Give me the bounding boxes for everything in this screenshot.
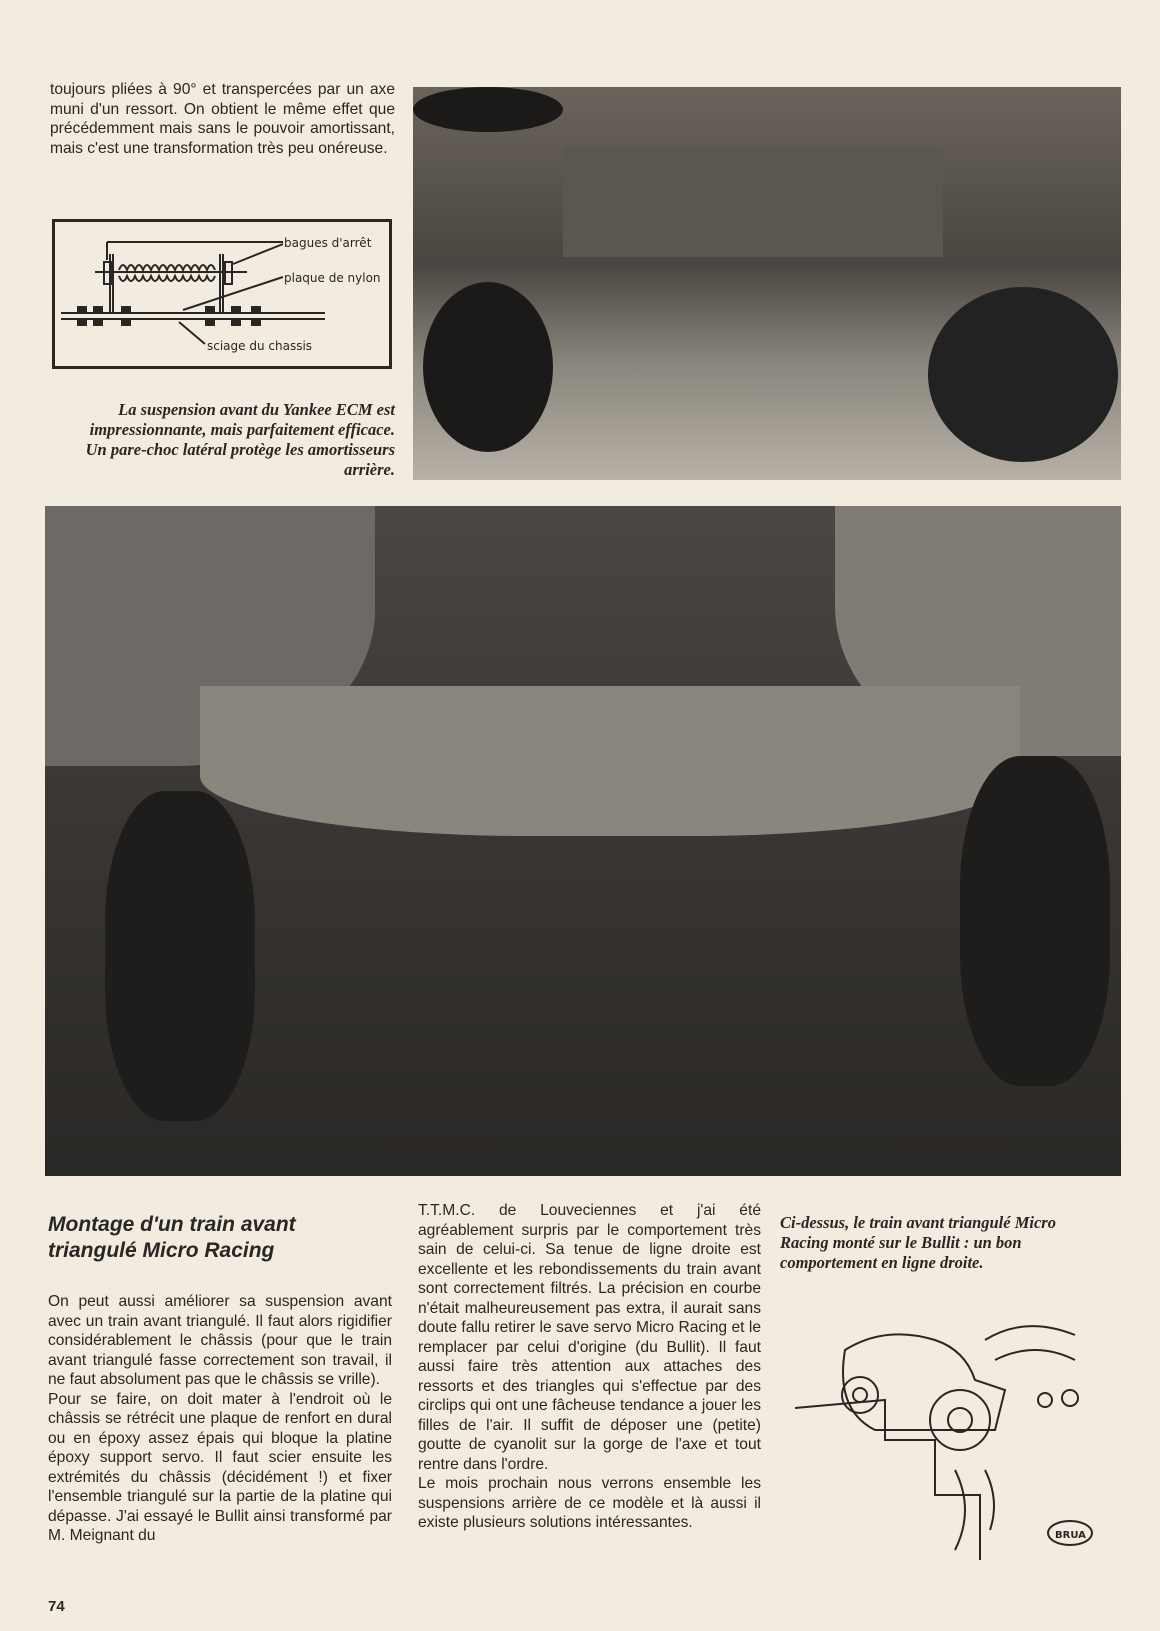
photo-wheel-left bbox=[105, 791, 255, 1121]
photo-yankee-ecm-suspension bbox=[413, 87, 1121, 480]
cartoon-signature: BRUA bbox=[1055, 1530, 1086, 1541]
diagram-label-sciage: sciage du chassis bbox=[207, 339, 313, 353]
photo-wheel-right bbox=[960, 756, 1110, 1086]
photo-chassis bbox=[563, 147, 943, 257]
article-column-2 bbox=[418, 1201, 761, 1533]
article-column-1 bbox=[48, 1292, 392, 1546]
heading-line-1: Montage d'un train avant bbox=[48, 1213, 296, 1236]
paragraph: On peut aussi améliorer sa suspension avant avec un train avant triangulé. Il faut alors rigidifier considérablement le châssis (pour que le train avant triangulé fasse correctement son travail, il ne faut absolument pas que le châssis se vrille). bbox=[48, 1293, 392, 1388]
section-heading bbox=[48, 1212, 388, 1264]
photo-wheel-top bbox=[413, 87, 563, 132]
page-number: 74 bbox=[48, 1598, 65, 1615]
photo-chassis-plate bbox=[200, 686, 1020, 836]
photo-wheel-right bbox=[928, 287, 1118, 462]
photo-wheel-left bbox=[423, 282, 553, 452]
suspension-diagram bbox=[52, 219, 392, 369]
photo-micro-racing-front-train bbox=[45, 506, 1121, 1176]
diagram-label-bagues: bagues d'arrêt bbox=[284, 236, 372, 250]
cartoon-illustration bbox=[785, 1320, 1115, 1560]
paragraph: T.T.M.C. de Louveciennes et j'ai été agréablement surpris par le comportement très sain de celui-ci. Sa tenue de ligne droite est excellente et les rebondissements du train avant sont correctement filtrés. La précision en courbe n'était malheureusement pas extra, il aurait sans doute fallu retirer le save servo Micro Racing et le remplacer par celui d'origine (du Bullit). Il faut aussi faire très attention aux attaches des ressorts et des triangles qui s'effectue par des circlips qui ont une fâcheuse tendance a jouer les filles de l'air. Il suffit de déposer une (petite) goutte de cyanolit sur la gorge de l'axe et tout rentre dans l'ordre. bbox=[418, 1202, 761, 1473]
diagram-drawing bbox=[55, 222, 389, 366]
intro-paragraph bbox=[50, 80, 395, 158]
paragraph: Le mois prochain nous verrons ensemble les suspensions arrière de ce modèle et là aussi il existe plusieurs solutions intéressantes. bbox=[418, 1475, 761, 1531]
intro-text: toujours pliées à 90° et transpercées par un axe muni d'un ressort. On obtient le même effet que précédemment mais sans le pouvoir amortissant, mais c'est une transformation très peu onéreuse. bbox=[50, 81, 395, 157]
paragraph: Pour se faire, on doit mater à l'endroit où le châssis se rétrécit une plaque de renfort en dural ou en époxy assez épais qui bloque la platine époxy support servo. Il faut scier ensuite les extrémités du châssis (décidément !) et fixer l'ensemble triangulé sur la partie de la platine qui dépasse. J'ai essayé le Bullit ainsi transformé par M. Meignant du bbox=[48, 1390, 392, 1544]
diagram-label-plaque: plaque de nylon bbox=[284, 271, 381, 285]
caption-right: Ci-dessus, le train avant triangulé Micro Racing monté sur le Bullit : un bon comportement en ligne droite. bbox=[780, 1213, 1056, 1272]
cartoon-car-drawing bbox=[785, 1320, 1115, 1560]
caption-top: La suspension avant du Yankee ECM est impressionnante, mais parfaitement efficace. Un pare-choc latéral protège les amortisseurs arrière. bbox=[85, 400, 395, 479]
heading-line-2: triangulé Micro Racing bbox=[48, 1239, 275, 1262]
